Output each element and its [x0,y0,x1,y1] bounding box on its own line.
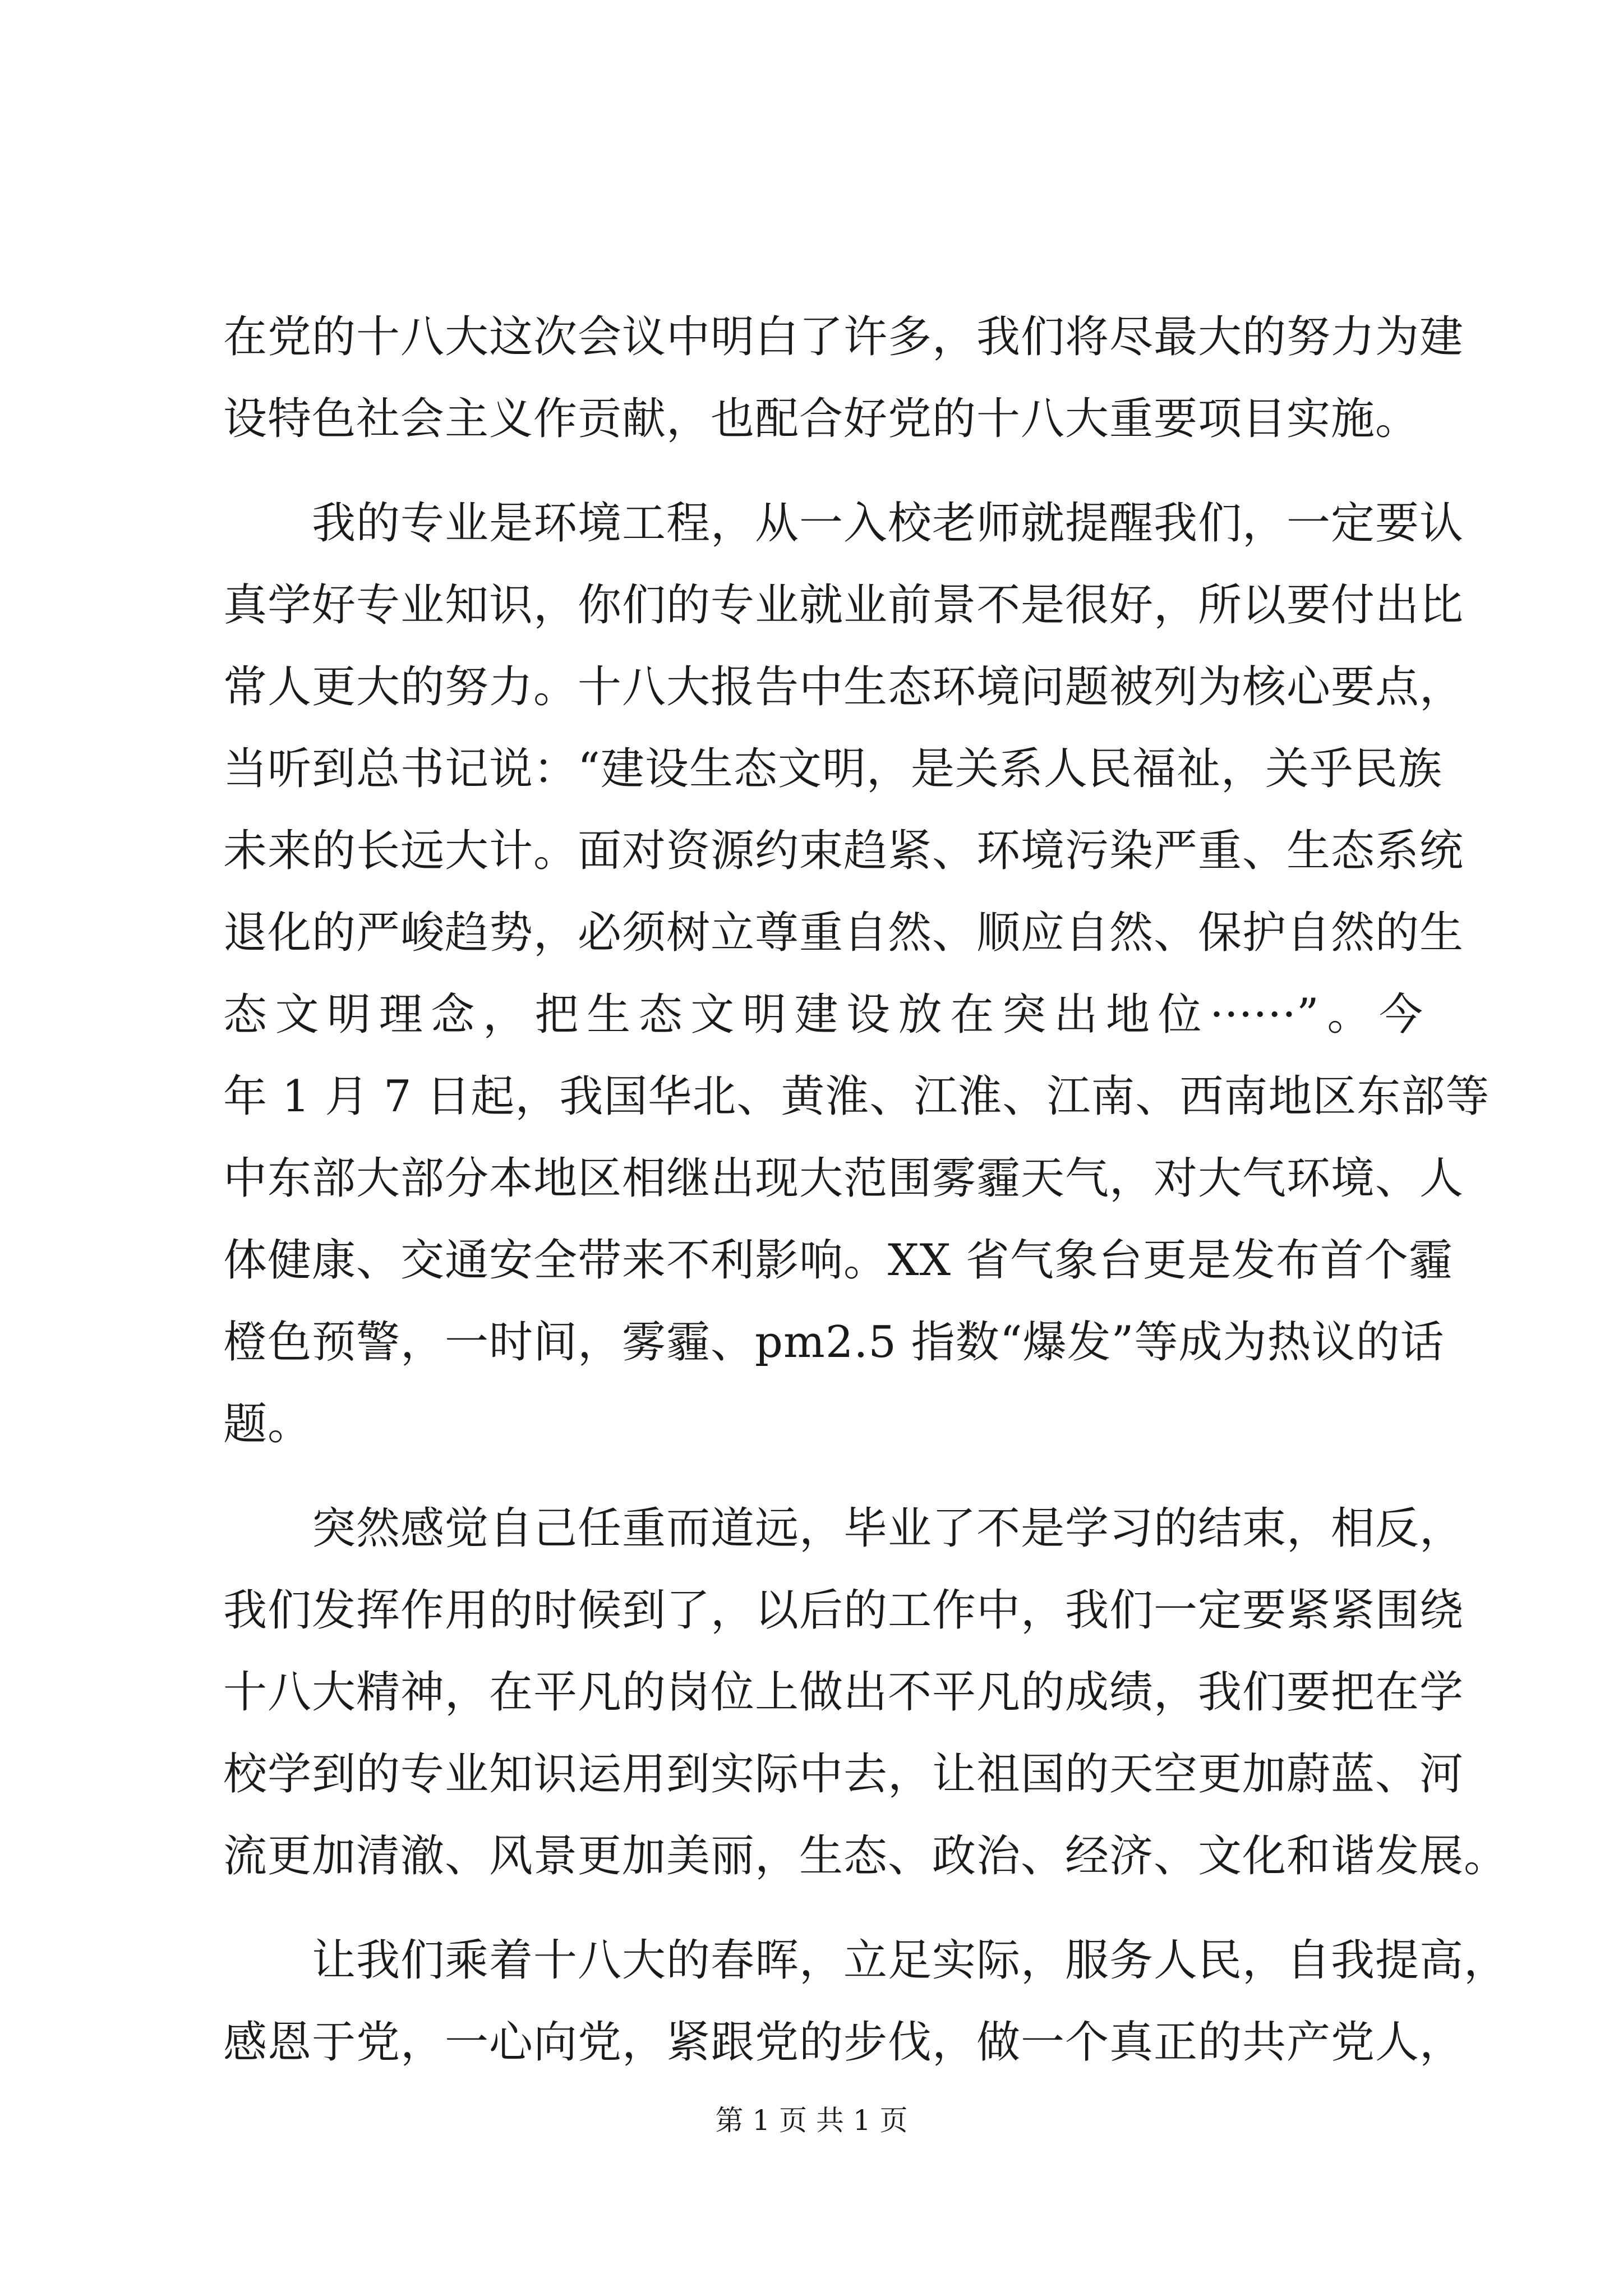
text-line: 设特色社会主义作贡献，也配合好党的十八大重要项目实施。 [223,394,1420,444]
text-line: 我们发挥作用的时候到了，以后的工作中，我们一定要紧紧围绕 [223,1585,1464,1636]
text-line: 十八大精神，在平凡的岗位上做出不平凡的成绩，我们要把在学 [223,1667,1464,1718]
body-text [223,296,1509,2083]
text-line: 态文明理念，把生态文明建设放在突出地位······”。今 [223,990,1423,1040]
paragraph-2 [223,482,1490,1465]
paragraph-4 [223,1920,1509,2083]
text-line: 让我们乘着十八大的春晖，立足实际，服务人民，自我提高， [223,1935,1509,1986]
text-line: 未来的长远大计。面对资源约束趋紧、环境污染严重、生态系统 [223,826,1464,876]
text-line: 当听到总书记说：“建设生态文明，是关系人民福祉，关乎民族 [223,744,1442,794]
text-line: 感恩于党，一心向党，紧跟党的步伐，做一个真正的共产党人， [223,2017,1464,2068]
text-line: 年 1 月 7 日起，我国华北、黄淮、江淮、江南、西南地区东部等 [223,1071,1490,1122]
text-line: 校学到的专业知识运用到实际中去，让祖国的天空更加蔚蓝、河 [223,1749,1464,1800]
text-line: 橙色预警，一时间，雾霾、pm2.5 指数“爆发”等成为热议的话 [223,1317,1445,1368]
text-line: 中东部大部分本地区相继出现大范围雾霾天气，对大气环境、人 [223,1153,1464,1204]
text-line: 突然感觉自己任重而道远，毕业了不是学习的结束，相反， [223,1503,1464,1554]
page-footer: 第 1 页 共 1 页 [715,2104,908,2137]
paragraph-1 [223,296,1464,460]
text-line: 真学好专业知识，你们的专业就业前景不是很好，所以要付出比 [223,580,1464,631]
text-line: 退化的严峻趋势，必须树立尊重自然、顺应自然、保护自然的生 [223,908,1464,958]
text-line: 流更加清澈、风景更加美丽，生态、政治、经济、文化和谐发展。 [223,1831,1509,1881]
text-line: 题。 [223,1399,312,1450]
paragraph-3 [223,1488,1509,1897]
text-line: 在党的十八大这次会议中明白了许多，我们将尽最大的努力为建 [223,312,1464,362]
text-line: 常人更大的努力。十八大报告中生态环境问题被列为核心要点， [223,662,1464,712]
text-line: 我的专业是环境工程，从一入校老师就提醒我们，一定要认 [223,498,1464,549]
text-line: 体健康、交通安全带来不利影响。XX 省气象台更是发布首个霾 [223,1235,1453,1286]
